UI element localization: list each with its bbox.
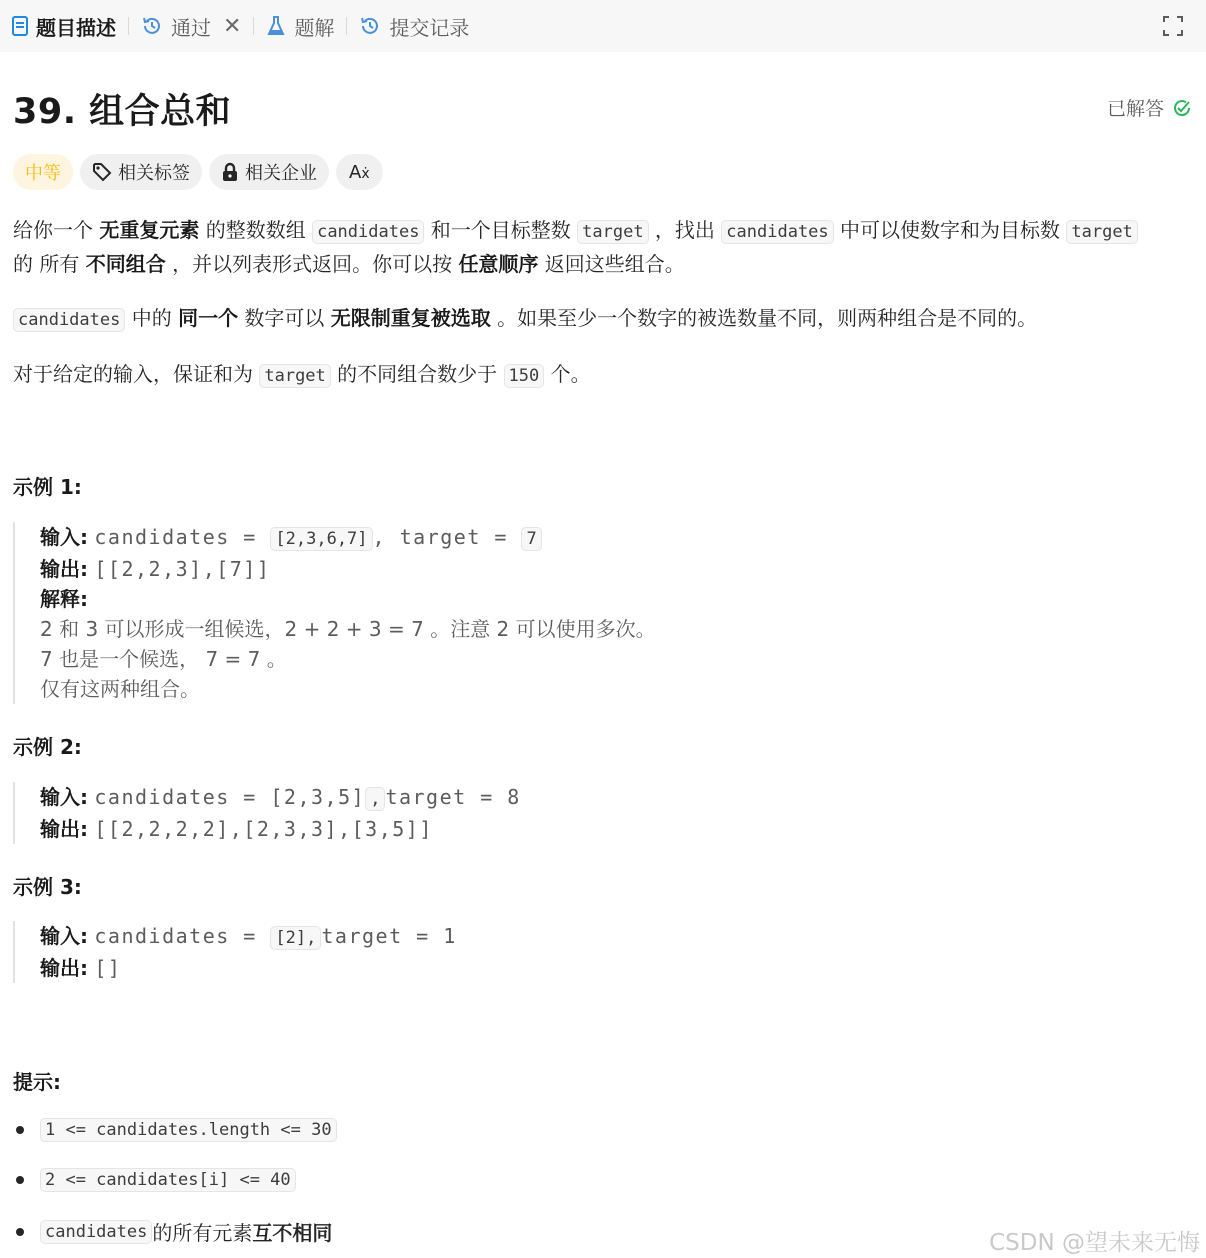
text: 的整数数组 — [199, 218, 313, 242]
example-1-explain-line-1: 2 和 3 可以形成一组候选，2 + 2 + 3 = 7 。注意 2 可以使用多次。 — [40, 617, 656, 641]
description-paragraph-3 — [13, 358, 1193, 392]
related-companies-label: 相关企业 — [245, 163, 317, 184]
bullet-dot — [16, 1176, 24, 1184]
example-value: [] — [94, 956, 122, 980]
tag-icon — [92, 162, 112, 182]
solved-label: 已解答 — [1106, 98, 1164, 120]
description-paragraph-1 — [13, 214, 1193, 280]
example-value: , target = — [372, 525, 522, 549]
bold-text: 不同组合 — [85, 252, 166, 276]
example-value: candidates = — [94, 924, 271, 948]
close-icon[interactable]: ✕ — [223, 13, 242, 39]
tab-passed[interactable] — [141, 0, 241, 52]
input-label: 输入: — [40, 785, 88, 809]
description-paragraph-2 — [13, 302, 1193, 336]
example-1-input — [40, 522, 656, 554]
text: 给你一个 — [13, 218, 100, 242]
watermark: CSDN @望未来无悔 — [989, 1230, 1200, 1256]
text: 返回这些组合。 — [538, 252, 685, 276]
related-companies-button[interactable] — [209, 154, 329, 190]
related-tags-button[interactable] — [80, 154, 202, 190]
text: 的所有元素 — [152, 1221, 253, 1245]
flask-icon — [266, 15, 286, 37]
input-label: 输入: — [40, 525, 88, 549]
input-label: 输入: — [40, 924, 88, 948]
tab-separator — [346, 17, 347, 35]
example-1-explain-line-3: 仅有这两种组合。 — [40, 677, 200, 701]
example-value: [[2,2,3],[7]] — [94, 557, 271, 581]
text: 个。 — [544, 362, 591, 386]
inline-code: [2,3,6,7] — [270, 527, 372, 551]
example-value: candidates = — [94, 525, 271, 549]
list-item — [13, 1118, 337, 1142]
example-1-output — [40, 554, 656, 584]
inline-code: candidates — [312, 220, 424, 244]
inline-code: 150 — [504, 364, 545, 388]
hints-title: 提示: — [13, 1070, 61, 1094]
page-title: 39. 组合总和 — [13, 92, 232, 132]
example-2-input — [40, 782, 521, 814]
text: 对于给定的输入，保证和为 — [13, 362, 260, 386]
example-2-title: 示例 2: — [13, 735, 82, 759]
solved-status — [1107, 94, 1192, 121]
tab-description[interactable] — [12, 0, 116, 52]
example-3-output — [40, 953, 457, 983]
difficulty-badge — [13, 154, 73, 190]
example-1-title: 示例 1: — [13, 475, 82, 499]
text: 的 所有 — [13, 252, 86, 276]
tab-solutions[interactable] — [266, 0, 334, 52]
bold-text: 互不相同 — [252, 1221, 333, 1245]
bullet-dot — [16, 1126, 24, 1134]
inline-code: 2 <= candidates[i] <= 40 — [40, 1168, 296, 1192]
tab-separator — [128, 17, 129, 35]
inline-code: target — [577, 220, 648, 244]
related-tags-label: 相关标签 — [118, 163, 190, 184]
output-label: 输出: — [40, 557, 88, 581]
inline-code: candidates — [40, 1220, 152, 1244]
inline-code: candidates — [13, 308, 125, 332]
example-2-block — [13, 782, 521, 844]
tag-row — [13, 154, 383, 190]
check-circle-icon — [1172, 98, 1192, 118]
inline-code: candidates — [721, 220, 833, 244]
text: 的不同组合数少于 — [330, 362, 504, 386]
bullet-dot — [16, 1228, 24, 1236]
inline-code: target — [1066, 220, 1137, 244]
history-icon — [359, 15, 381, 37]
translate-icon: Aẋ — [349, 161, 370, 183]
bold-text: 无限制重复被选取 — [330, 306, 491, 330]
output-label: 输出: — [40, 956, 88, 980]
tab-separator — [253, 17, 254, 35]
inline-code: 1 <= candidates.length <= 30 — [40, 1118, 337, 1142]
tab-solutions-label: 题解 — [294, 15, 335, 40]
example-1-block — [13, 522, 656, 704]
inline-code: target — [259, 364, 330, 388]
inline-code: [2], — [270, 926, 321, 950]
translate-button[interactable] — [336, 154, 383, 190]
text: 中可以使数字和为目标数 — [833, 218, 1067, 242]
output-label: 输出: — [40, 817, 88, 841]
example-3-input — [40, 921, 457, 953]
document-icon — [12, 16, 28, 36]
tab-passed-label: 通过 — [171, 15, 211, 40]
text: ，找出 — [648, 218, 722, 242]
text: ，并以列表形式返回。你可以按 — [165, 252, 459, 276]
bold-text: 任意顺序 — [458, 252, 539, 276]
inline-code: 7 — [521, 527, 541, 551]
bold-text: 无重复元素 — [99, 218, 200, 242]
bold-text: 同一个 — [178, 306, 239, 330]
text: 数字可以 — [238, 306, 331, 330]
tab-submissions[interactable] — [359, 0, 469, 52]
tab-submissions-label: 提交记录 — [389, 15, 470, 40]
example-1-explain-label — [40, 584, 656, 614]
explain-label: 解释: — [40, 587, 88, 611]
example-value: [[2,2,2,2],[2,3,3],[3,5]] — [94, 817, 433, 841]
history-icon — [141, 15, 163, 37]
difficulty-label: 中等 — [25, 163, 61, 184]
tab-description-label: 题目描述 — [36, 15, 116, 40]
example-value: candidates = [2,3,5] — [94, 785, 366, 809]
tab-bar — [0, 0, 1206, 52]
list-item — [13, 1217, 332, 1246]
text: 。如果至少一个数字的被选数量不同，则两种组合是不同的。 — [490, 306, 1038, 330]
example-3-block — [13, 921, 457, 983]
example-1-explain-line-2: 7 也是一个候选， 7 = 7 。 — [40, 647, 287, 671]
inline-code: , — [365, 787, 385, 811]
example-2-output — [40, 814, 521, 844]
fullscreen-icon[interactable] — [1162, 15, 1184, 41]
example-3-title: 示例 3: — [13, 875, 82, 899]
example-value: target = 8 — [385, 785, 521, 809]
list-item — [13, 1168, 296, 1192]
example-value: target = 1 — [321, 924, 457, 948]
lock-icon — [221, 162, 239, 182]
text: 中的 — [125, 306, 179, 330]
text: 和一个目标整数 — [424, 218, 578, 242]
